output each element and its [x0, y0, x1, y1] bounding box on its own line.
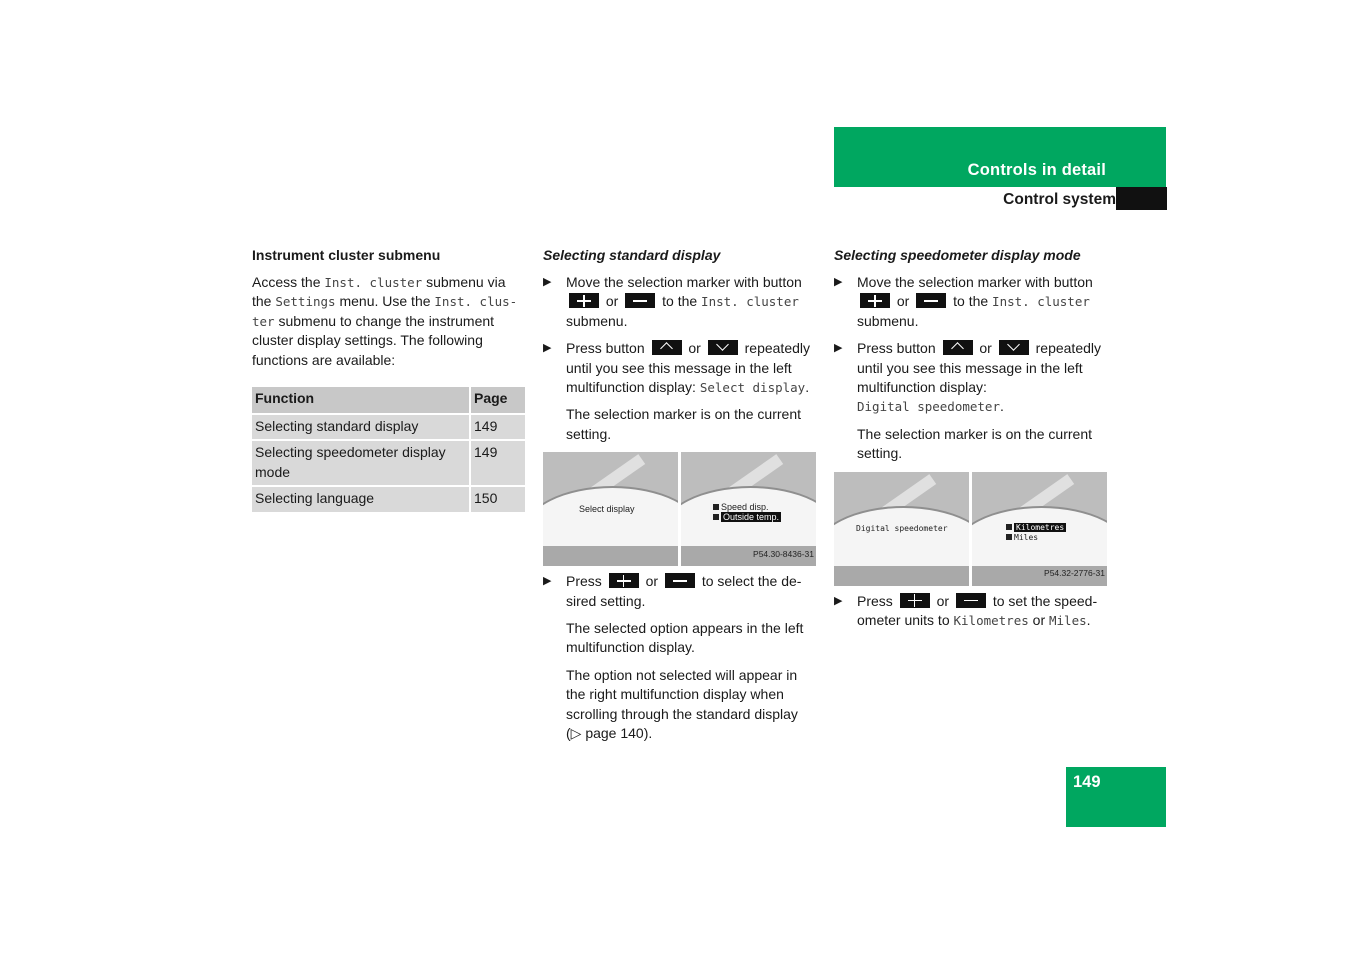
minus-button-icon: [956, 593, 986, 608]
column-speedometer-mode: [834, 246, 1107, 638]
table-cell-function: Selecting speedometer display mode: [252, 439, 469, 485]
note-unselected-option: The option not selected will appear in the right multifunction display when scrolling through the standard display (▷ page 140).: [566, 666, 798, 742]
table-row: [252, 439, 525, 485]
table-cell-page[interactable]: 149: [469, 439, 525, 485]
option-speed: Speed disp.: [721, 502, 769, 513]
option-miles: Miles: [1014, 532, 1039, 542]
minus-button-icon: [916, 293, 946, 308]
up-button-icon: [943, 340, 973, 355]
table-cell-function: Selecting standard display: [252, 413, 469, 439]
page-number-box: [1066, 767, 1166, 827]
bullet-triangle-icon: ▶: [834, 594, 843, 607]
note-selection-marker: The selection marker is on the current setting.: [857, 425, 1092, 462]
intro-paragraph: Access the Inst. cluster submenu via the Settings menu. Use the Inst. clus- ter submenu to change the instrument cluster display settings. The following functions are available:: [252, 274, 518, 368]
page-number: 149: [1073, 773, 1101, 791]
left-display-text: Select display: [579, 504, 635, 515]
header-band: [834, 127, 1166, 187]
table-header-row: [252, 387, 525, 413]
plus-button-icon: [900, 593, 930, 608]
step-move-marker: ▶ Move the selection marker with button or to the Inst. cluster submenu.: [834, 274, 1093, 329]
down-button-icon: [999, 340, 1029, 355]
subsection-title: Control system: [1003, 191, 1116, 208]
plus-button-icon: [569, 293, 599, 308]
heading-instrument-cluster: Instrument cluster submenu: [252, 247, 441, 263]
right-display-image: [681, 452, 816, 566]
table-header-page: Page: [469, 387, 525, 413]
figure-code: P54.30-8436-31: [753, 548, 814, 559]
header-marker: [1116, 187, 1167, 210]
up-button-icon: [652, 340, 682, 355]
plus-button-icon: [860, 293, 890, 308]
left-display-text: Digital speedometer: [856, 523, 948, 533]
step-press-button: ▶ Press button or repeatedly until you see this message in the left multifunction display: Select display.: [543, 340, 811, 396]
table-cell-page[interactable]: 150: [469, 485, 525, 511]
display-figure: [543, 452, 816, 566]
left-display-image: [543, 452, 678, 566]
bullet-triangle-icon: ▶: [834, 276, 843, 288]
minus-button-icon: [665, 573, 695, 588]
column-instrument-cluster: [252, 246, 524, 512]
table-header-function: Function: [252, 387, 469, 413]
table-cell-page[interactable]: 149: [469, 413, 525, 439]
bullet-triangle-icon: ▶: [543, 575, 552, 588]
note-selected-option: The selected option appears in the left multifunction display.: [566, 620, 804, 656]
bullet-triangle-icon: ▶: [543, 342, 552, 355]
column-standard-display: [543, 246, 816, 752]
step-select-setting: ▶ Press or to select the de-sired setting.: [543, 573, 802, 609]
option-kilometres: Kilometres: [1016, 522, 1065, 532]
bullet-triangle-icon: ▶: [834, 342, 843, 355]
step-move-marker: ▶ Move the selection marker with button or to the Inst. cluster submenu.: [543, 274, 802, 329]
step-press-button: ▶ Press button or repeatedly until you see this message in the left multifunction display: Digital speedometer.: [834, 340, 1102, 415]
bullet-triangle-icon: ▶: [543, 276, 552, 288]
function-table: [252, 387, 525, 512]
table-row: [252, 413, 525, 439]
right-display-image: [972, 472, 1107, 586]
heading-standard-display: Selecting standard display: [543, 247, 721, 263]
section-title: Controls in detail: [967, 160, 1106, 179]
left-display-image: [834, 472, 969, 586]
minus-button-icon: [625, 293, 655, 308]
speedometer-figure: [834, 472, 1107, 586]
down-button-icon: [708, 340, 738, 355]
figure-code: P54.32-2776-31: [1044, 568, 1105, 579]
option-outside-temp: Outside temp.: [723, 512, 780, 523]
table-row: [252, 485, 525, 511]
step-set-units: ▶ Press or to set the speed-ometer units to Kilometres or Miles.: [834, 592, 1098, 629]
table-cell-function: Selecting language: [252, 485, 469, 511]
plus-button-icon: [609, 573, 639, 588]
heading-speedometer-mode: Selecting speedometer display mode: [834, 247, 1081, 263]
note-selection-marker: The selection marker is on the current setting.: [566, 406, 801, 442]
